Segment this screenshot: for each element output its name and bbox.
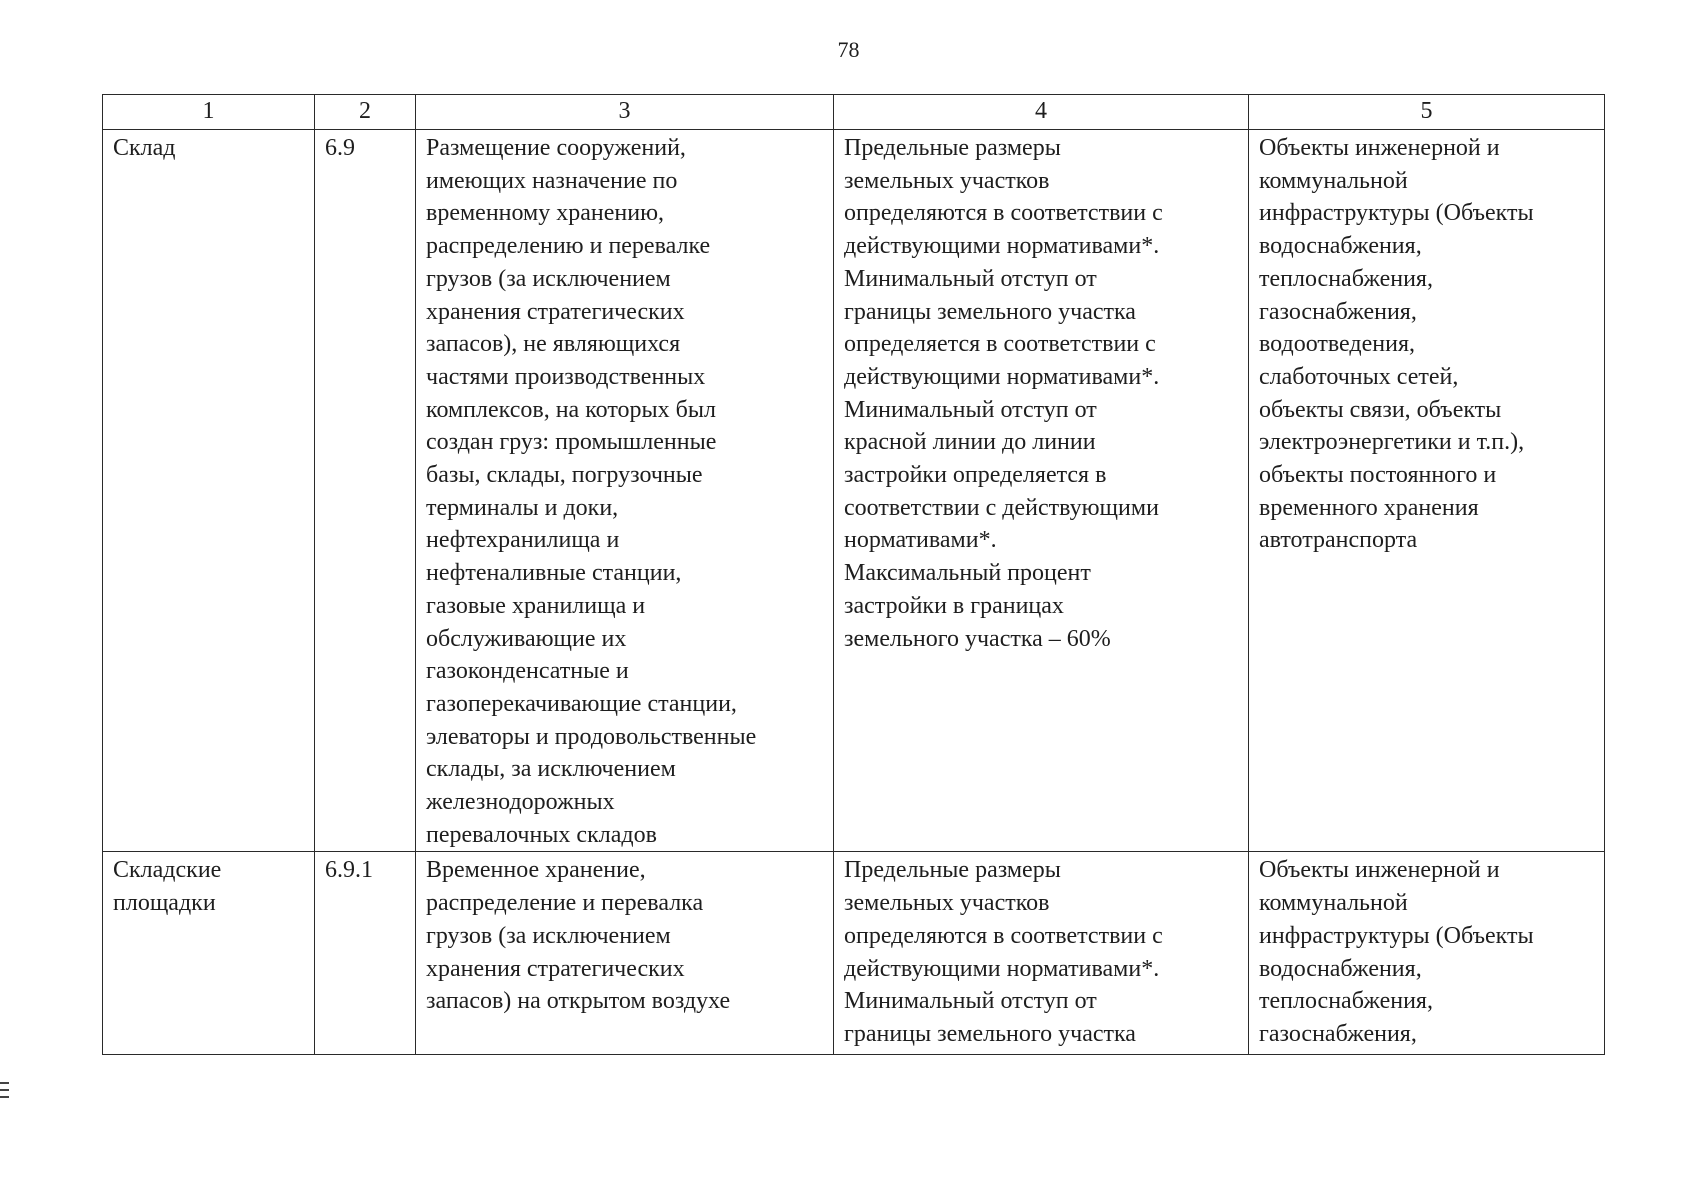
limit-parameters: Предельные размеры земельных участков определяются в соответствии с действующими нормативами*. Минимальный отступ от границы земельного участка определяется в соответствии с действующими нормативами*. Минимальный отступ от красной линии до линии застройки определяется в соответствии с действующими нормативами*. Максимальный процент застройки в границах земельного участка – 60%	[834, 130, 1249, 852]
column-header-3: 3	[416, 95, 834, 130]
use-type-name: Складские площадки	[103, 852, 315, 1055]
limit-parameters: Предельные размеры земельных участков определяются в соответствии с действующими нормативами*. Минимальный отступ от границы земельного участка	[834, 852, 1249, 1055]
scan-margin-mark	[0, 1082, 10, 1102]
use-type-description: Размещение сооружений, имеющих назначение по временному хранению, распределению и перевалке грузов (за исключением хранения стратегических запасов), не являющихся частями производственных комплексов, на которых был создан груз: промышленные базы, склады, погрузочные терминалы и доки, нефтехранилища и нефтеналивные станции, газовые хранилища и обслуживающие их газоконденсатные и газоперекачивающие станции, элеваторы и продовольственные склады, за исключением железнодорожных перевалочных складов	[416, 130, 834, 852]
page-number: 78	[837, 37, 860, 62]
table-row	[103, 130, 1605, 852]
table-row	[103, 852, 1605, 1055]
column-header-1: 1	[103, 95, 315, 130]
auxiliary-uses: Объекты инженерной и коммунальной инфраструктуры (Объекты водоснабжения, теплоснабжения, газоснабжения,	[1249, 852, 1605, 1055]
column-header-2: 2	[315, 95, 416, 130]
use-type-name: Склад	[103, 130, 315, 852]
use-type-code: 6.9.1	[315, 852, 416, 1055]
use-type-code: 6.9	[315, 130, 416, 852]
column-header-4: 4	[834, 95, 1249, 130]
column-header-5: 5	[1249, 95, 1605, 130]
auxiliary-uses: Объекты инженерной и коммунальной инфраструктуры (Объекты водоснабжения, теплоснабжения, газоснабжения, водоотведения, слаботочных сетей, объекты связи, объекты электроэнергетики и т.п.), объекты постоянного и временного хранения автотранспорта	[1249, 130, 1605, 852]
land-use-table	[102, 94, 1605, 1055]
table-header-row	[103, 95, 1605, 130]
use-type-description: Временное хранение, распределение и перевалка грузов (за исключением хранения стратегических запасов) на открытом воздухе	[416, 852, 834, 1055]
